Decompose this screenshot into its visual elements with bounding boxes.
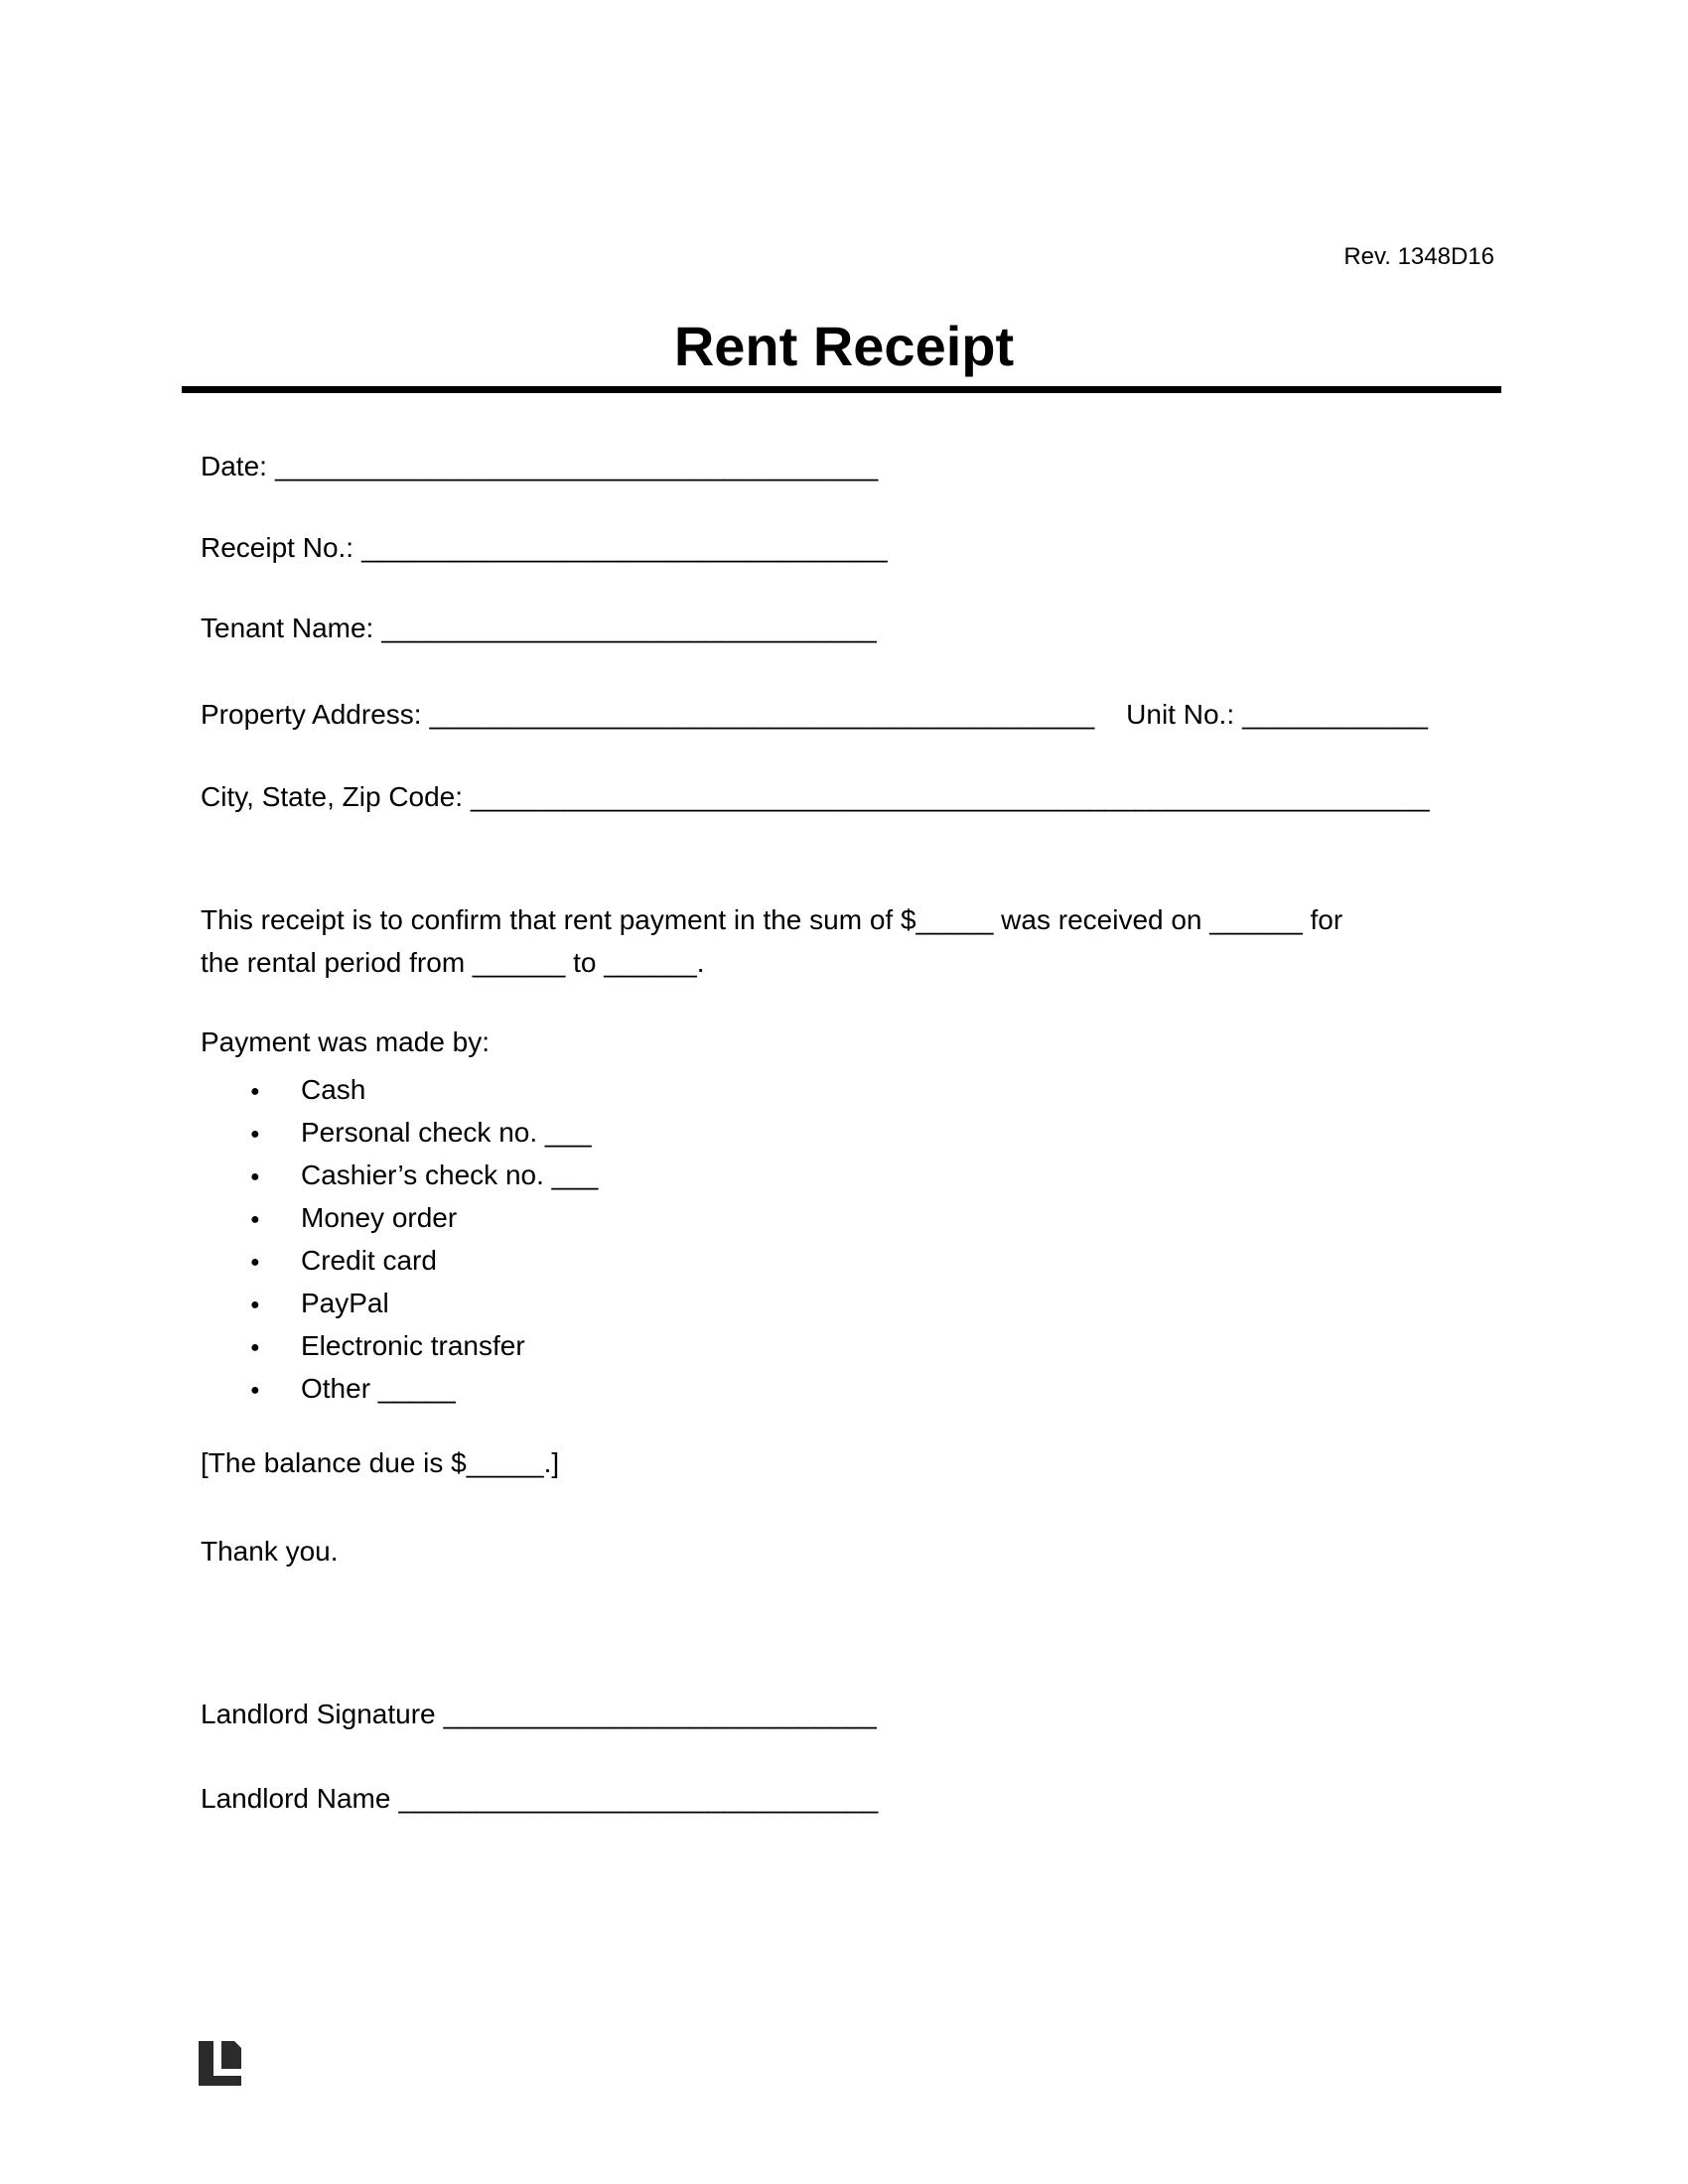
title-divider <box>182 386 1501 393</box>
landlord-signature-blank: ____________________________ <box>443 1699 877 1729</box>
payment-item-electronic-transfer <box>201 1324 598 1367</box>
tenant-name-field-row <box>201 611 877 646</box>
property-address-label: Property Address: <box>201 699 422 730</box>
payment-item-label: Other _____ <box>301 1373 456 1404</box>
payment-item-label: Electronic transfer <box>301 1330 525 1361</box>
city-state-zip-field-row <box>201 779 1430 815</box>
receipt-no-label: Receipt No.: <box>201 532 354 563</box>
payment-item-label: Cash <box>301 1074 366 1105</box>
bullet-icon: ● <box>250 1211 260 1228</box>
date-blank: _______________________________________ <box>274 451 879 481</box>
landlord-name-row <box>201 1781 878 1817</box>
payment-item-other <box>201 1367 598 1410</box>
thank-you-text: Thank you. <box>201 1536 339 1567</box>
landlord-signature-row <box>201 1697 877 1732</box>
balance-due-text: [The balance due is $_____.] <box>201 1447 560 1478</box>
bullet-icon: ● <box>250 1254 260 1271</box>
confirmation-paragraph <box>201 898 1342 984</box>
bullet-icon: ● <box>250 1339 260 1356</box>
payment-item-cashiers-check <box>201 1154 598 1196</box>
confirmation-line-2: the rental period from ______ to ______. <box>201 947 705 978</box>
payment-method-heading: Payment was made by: <box>201 1026 491 1057</box>
date-label: Date: <box>201 451 267 481</box>
payment-item-money-order <box>201 1196 598 1239</box>
page-title: Rent Receipt <box>673 315 1015 377</box>
unit-no-label: Unit No.: <box>1126 699 1235 730</box>
bullet-icon: ● <box>250 1297 260 1313</box>
payment-method-list <box>201 1068 598 1410</box>
bullet-icon: ● <box>250 1126 260 1143</box>
date-field-row <box>201 449 878 484</box>
receipt-no-blank: __________________________________ <box>361 532 888 563</box>
landlord-name-blank: _______________________________ <box>398 1783 879 1814</box>
tenant-name-blank: ________________________________ <box>381 613 877 643</box>
payment-item-label: PayPal <box>301 1288 389 1318</box>
revision-text: Rev. 1348D16 <box>1343 243 1494 270</box>
payment-item-label: Money order <box>301 1202 458 1233</box>
receipt-no-field-row <box>201 530 888 566</box>
unit-no-blank: ____________ <box>1242 699 1428 730</box>
property-address-blank: ___________________________________________ <box>429 699 1095 730</box>
bullet-icon: ● <box>250 1382 260 1399</box>
confirmation-line-1: This receipt is to confirm that rent payment in the sum of $_____ was received on ______ for <box>201 904 1343 935</box>
city-state-zip-blank: ______________________________________________________________ <box>471 781 1430 812</box>
tenant-name-label: Tenant Name: <box>201 613 374 643</box>
payment-item-credit-card <box>201 1239 598 1282</box>
bullet-icon: ● <box>250 1168 260 1185</box>
landlord-name-label: Landlord Name <box>201 1783 391 1814</box>
payment-item-label: Personal check no. ___ <box>301 1117 592 1148</box>
payment-item-label: Cashier’s check no. ___ <box>301 1160 599 1190</box>
property-address-field-row <box>201 697 1428 733</box>
bullet-icon: ● <box>250 1083 260 1100</box>
payment-item-label: Credit card <box>301 1245 437 1276</box>
city-state-zip-label: City, State, Zip Code: <box>201 781 464 812</box>
payment-item-personal-check <box>201 1111 598 1154</box>
landlord-signature-label: Landlord Signature <box>201 1699 436 1729</box>
legal-templates-logo-icon <box>199 2041 241 2086</box>
payment-item-paypal <box>201 1282 598 1324</box>
payment-item-cash <box>201 1068 598 1111</box>
